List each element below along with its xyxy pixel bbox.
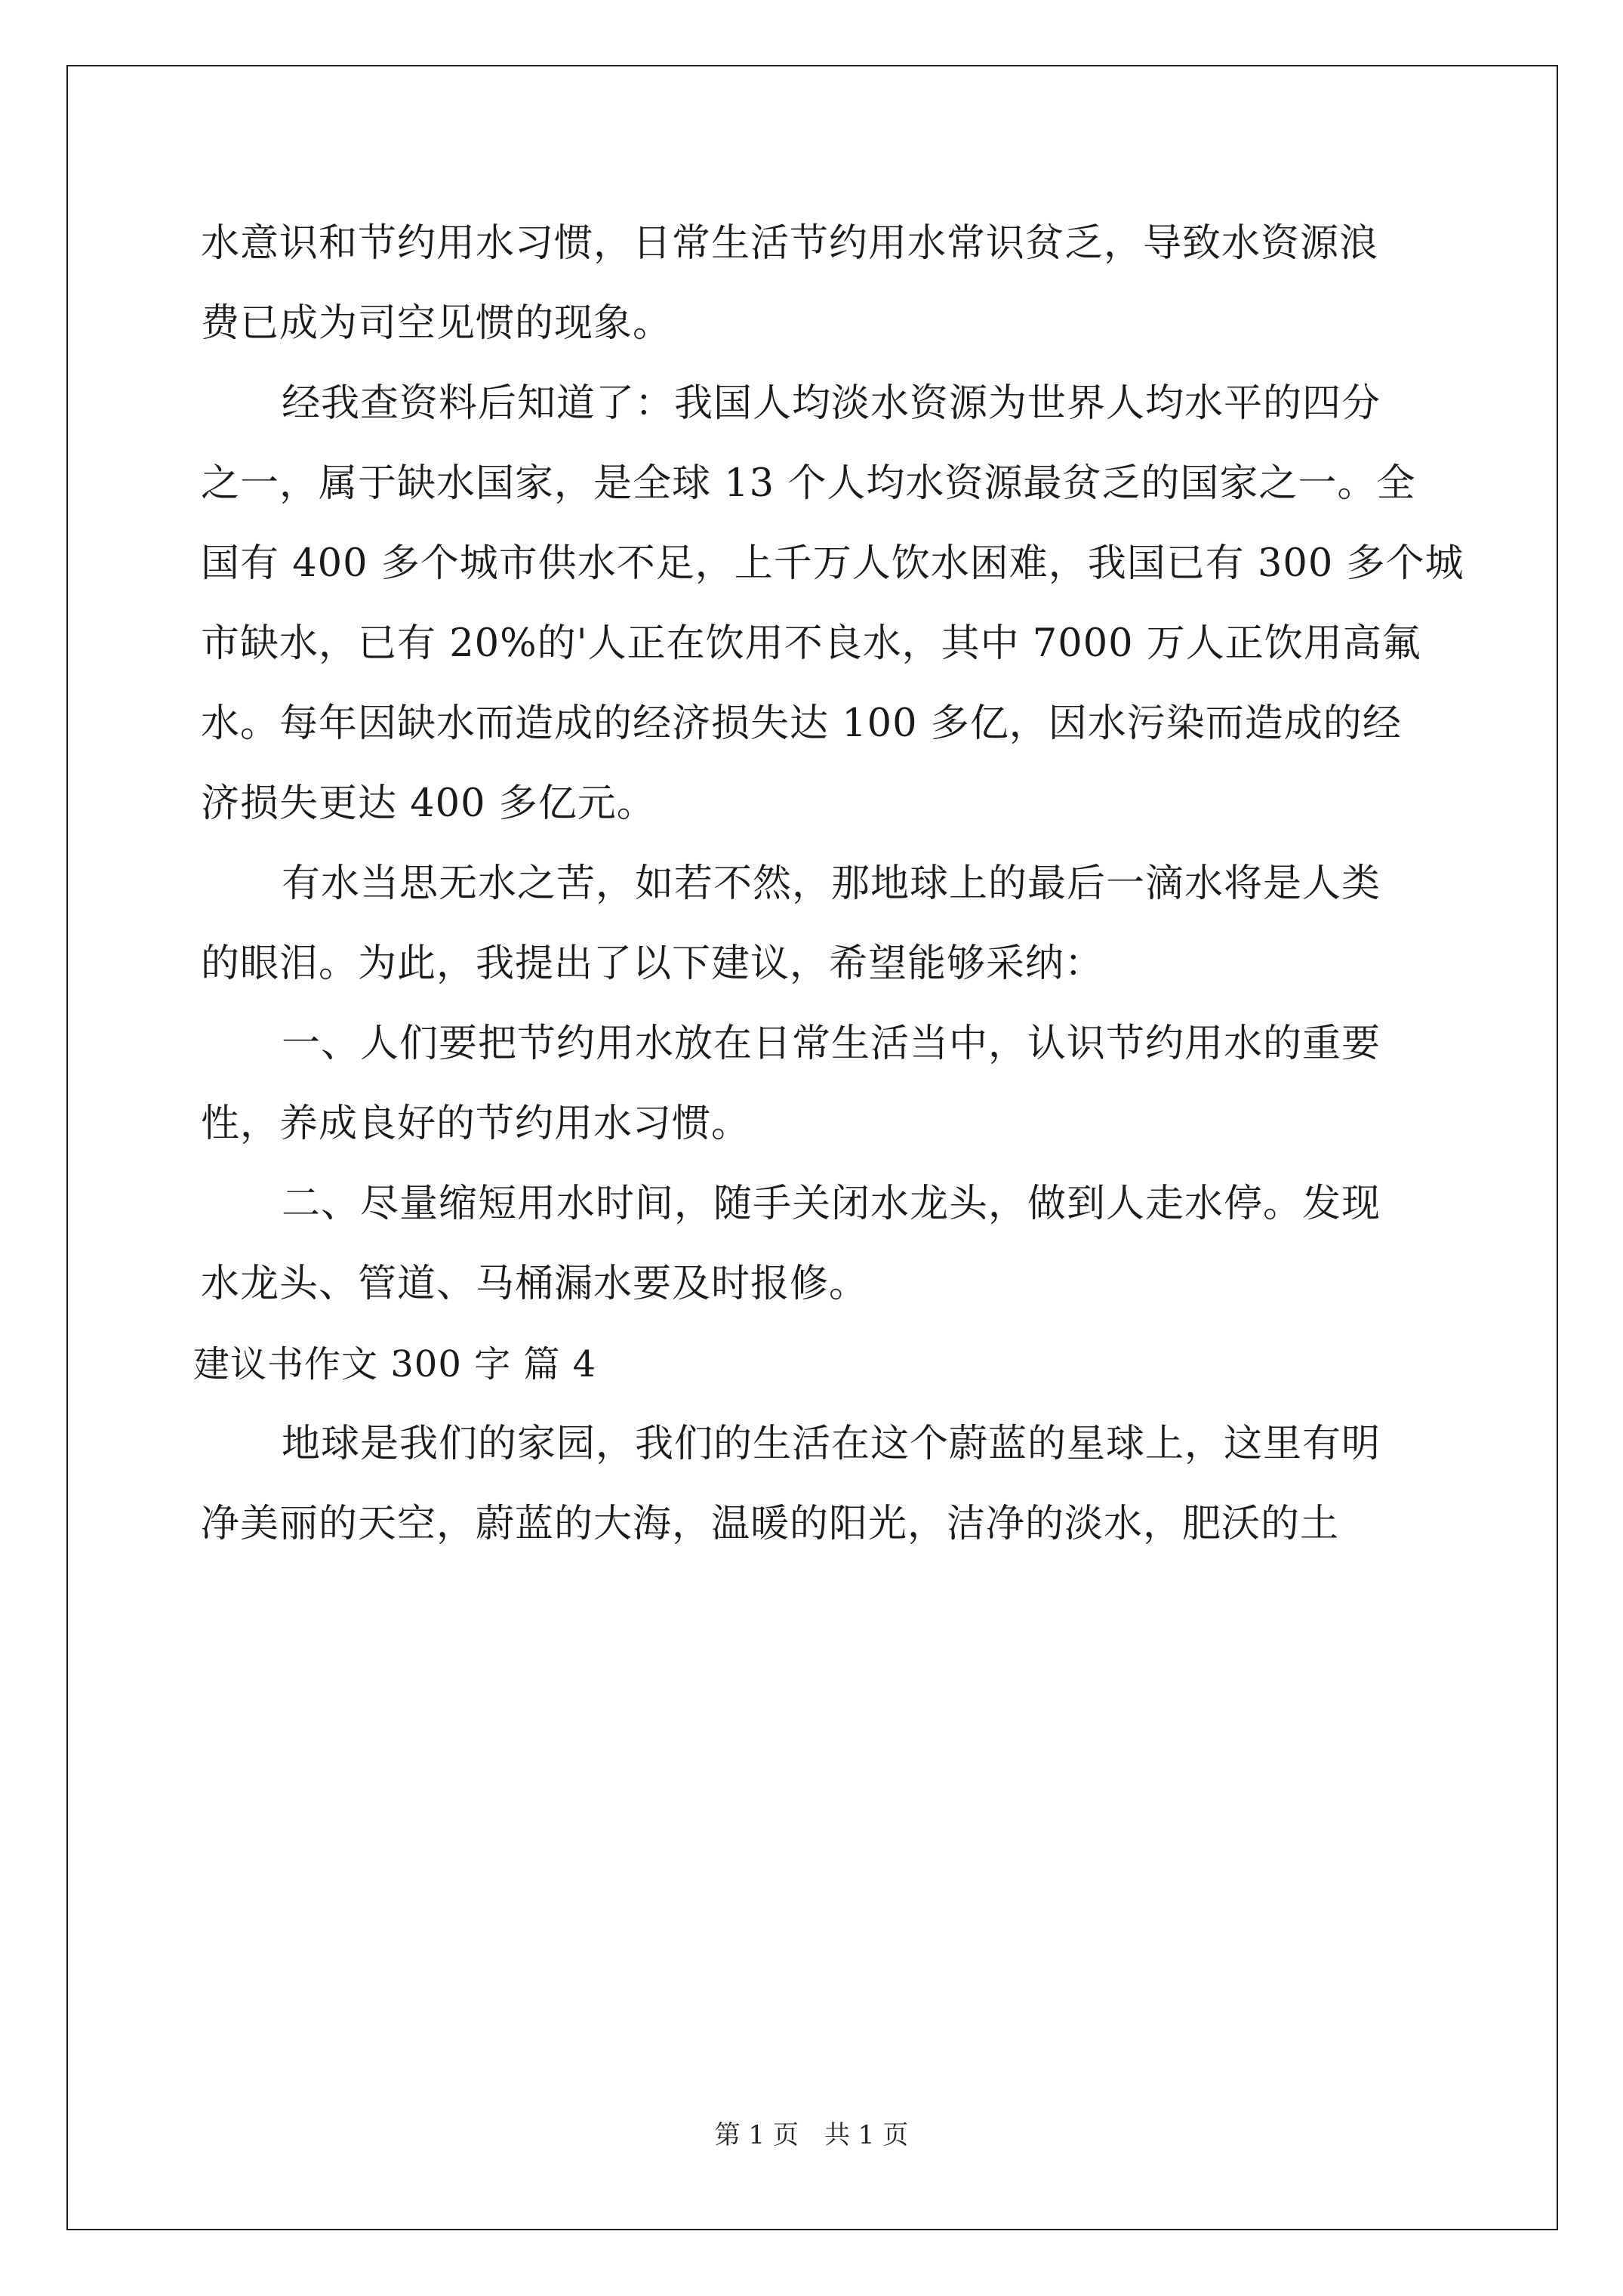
text-line-4: 之一，属于缺水国家，是全球 13 个人均水资源最贫乏的国家之一。全 [201,461,1416,506]
text-line-16: 地球是我们的家园，我们的生活在这个蔚蓝的星球上，这里有明 [282,1422,1381,1466]
text-line-7: 水。每年因缺水而造成的经济损失达 100 多亿，因水污染而造成的经 [201,701,1402,746]
text-line-1: 水意识和节约用水习惯，日常生活节约用水常识贫乏，导致水资源浪 [201,221,1379,266]
page-number-total: 共 1 页 [824,2120,909,2150]
text-line-14: 水龙头、管道、马桶漏水要及时报修。 [201,1262,869,1306]
page-number-current: 第 1 页 [714,2120,799,2150]
text-line-6: 市缺水，已有 20%的'人正在饮用不良水，其中 7000 万人正饮用高氟 [201,621,1421,666]
section-heading: 建议书作文 300 字 篇 4 [193,1343,597,1385]
text-line-3: 经我查资料后知道了：我国人均淡水资源为世界人均水平的四分 [282,381,1381,426]
text-line-9: 有水当思无水之苦，如若不然，那地球上的最后一滴水将是人类 [282,861,1381,906]
text-line-2: 费已成为司空见惯的现象。 [201,301,673,346]
text-line-11: 一、人们要把节约用水放在日常生活当中，认识节约用水的重要 [282,1022,1381,1066]
document-body [193,204,1464,1564]
page-footer [0,2120,1623,2150]
text-line-12: 性，养成良好的节约用水习惯。 [201,1102,751,1146]
text-line-13: 二、尽量缩短用水时间，随手关闭水龙头，做到人走水停。发现 [282,1182,1381,1226]
text-line-8: 济损失更达 400 多亿元。 [201,781,656,826]
text-line-10: 的眼泪。为此，我提出了以下建议，希望能够采纳： [201,942,1104,986]
text-line-17: 净美丽的天空，蔚蓝的大海，温暖的阳光，洁净的淡水，肥沃的土 [201,1502,1340,1546]
text-line-5: 国有 400 多个城市供水不足，上千万人饮水困难，我国已有 300 多个城 [201,541,1464,586]
